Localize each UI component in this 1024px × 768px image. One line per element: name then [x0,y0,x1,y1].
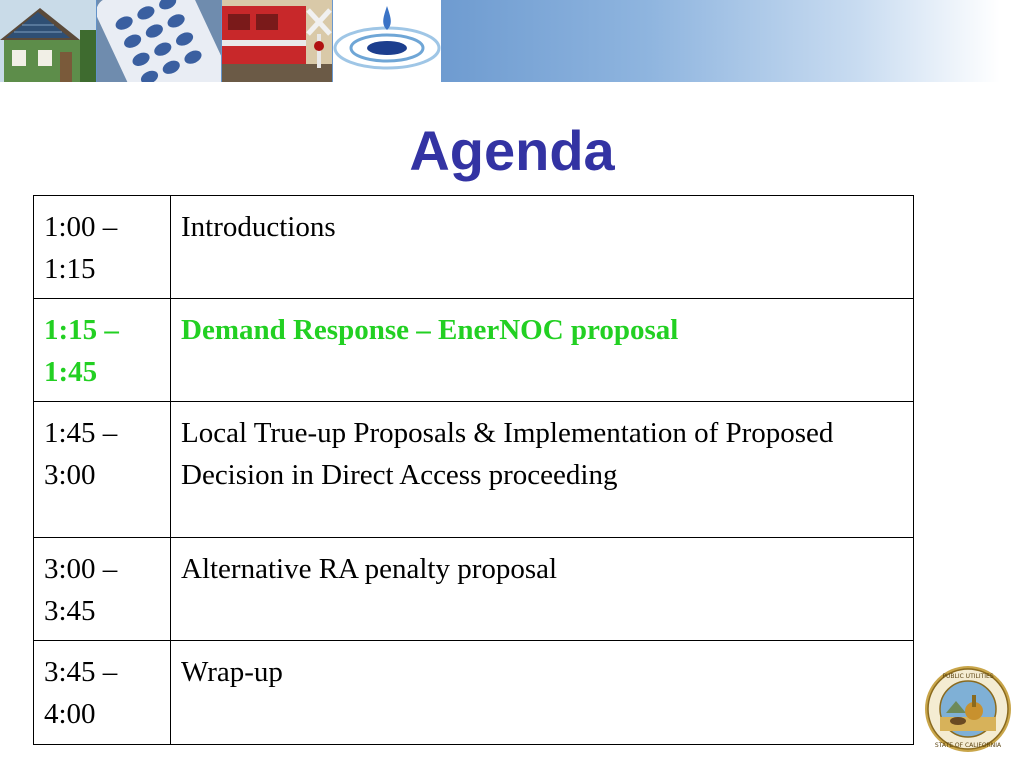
house-solar-photo [0,0,96,82]
agenda-row [34,538,914,641]
svg-text:STATE OF CALIFORNIA: STATE OF CALIFORNIA [934,742,1002,749]
agenda-item: Local True-up Proposals & Implementation of Proposed Decision in Direct Access proceeding [171,402,914,538]
cpuc-seal-logo [924,665,1012,753]
agenda-time: 1:15 – 1:45 [34,299,171,402]
slide-title: Agenda [409,119,615,182]
agenda-row [34,402,914,538]
agenda-item: Introductions [171,196,914,299]
agenda-item: Demand Response – EnerNOC proposal [171,299,914,402]
agenda-row-highlighted [34,299,914,402]
agenda-table [33,195,914,745]
water-drop-photo [333,0,441,82]
phone-keypad-photo [97,0,221,82]
agenda-item: Alternative RA penalty proposal [171,538,914,641]
agenda-time: 3:45 – 4:00 [34,641,171,745]
agenda-time: 1:45 – 3:00 [34,402,171,538]
agenda-time: 1:00 – 1:15 [34,196,171,299]
agenda-item: Wrap-up [171,641,914,745]
agenda-time: 3:00 – 3:45 [34,538,171,641]
train-crossing-photo [222,0,332,82]
svg-text:PUBLIC UTILITIES: PUBLIC UTILITIES [942,673,994,680]
header-banner [0,0,1024,82]
agenda-row [34,196,914,299]
agenda-row [34,641,914,745]
